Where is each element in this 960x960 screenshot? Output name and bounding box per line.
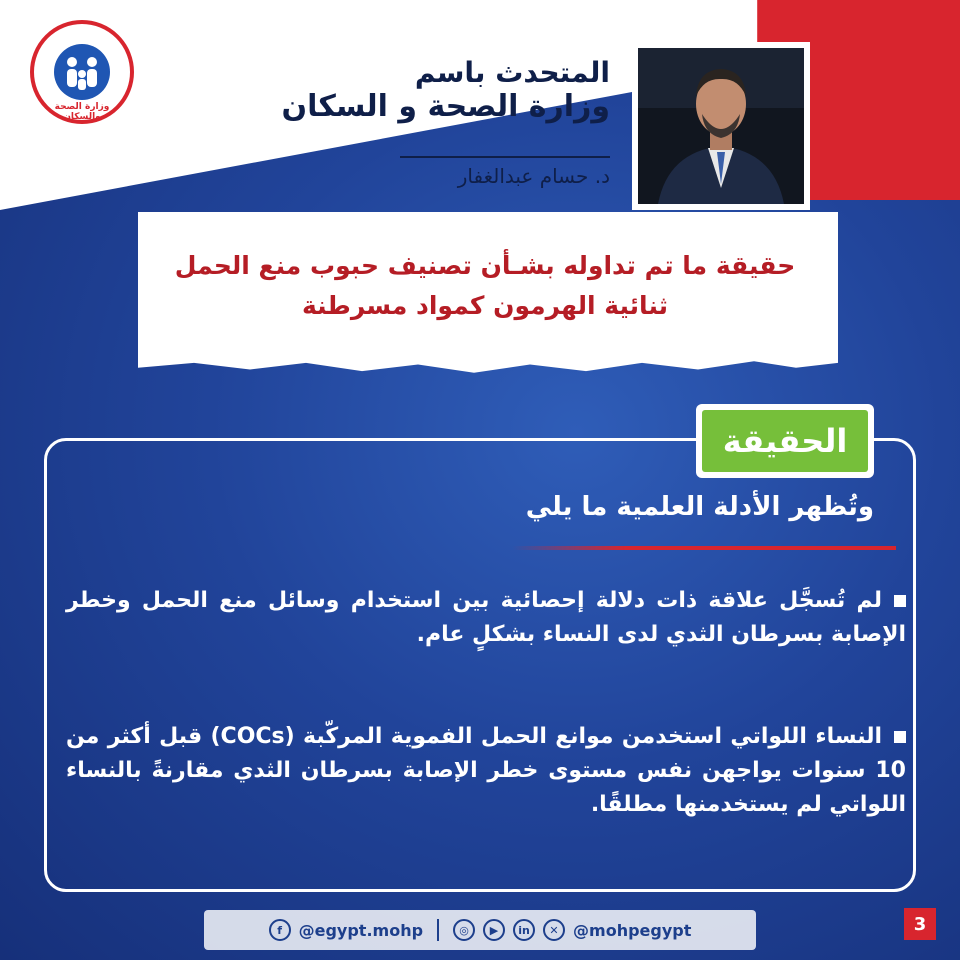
ministry-logo <box>30 20 134 124</box>
spokesperson-title <box>270 56 610 124</box>
bullet-square-icon <box>894 595 906 607</box>
facebook-handle[interactable]: @egypt.mohp <box>298 920 424 940</box>
headline <box>150 246 820 326</box>
page-number: 3 <box>904 908 936 940</box>
spokesperson-photo <box>632 42 810 210</box>
footer-separator <box>437 919 439 941</box>
headline-line2: ثنائية الهرمون كمواد مسرطنة <box>301 291 669 320</box>
facebook-icon[interactable]: f <box>269 919 291 941</box>
family-icon <box>54 44 110 100</box>
social-handle[interactable]: @mohpegypt <box>573 920 692 940</box>
spokesperson-name: د. حسام عبدالغفار <box>457 164 610 188</box>
red-divider <box>512 546 896 550</box>
bullet-item-2 <box>66 720 906 822</box>
spokesperson-line2: وزارة الصحة و السكان <box>281 89 610 125</box>
social-footer <box>204 910 756 950</box>
headline-line1: حقيقة ما تم تداوله بشـأن تصنيف حبوب منع الحمل <box>174 251 796 280</box>
bullet-item-1 <box>66 584 906 652</box>
spokesperson-line1: المتحدث باسم <box>414 56 610 89</box>
linkedin-icon[interactable]: in <box>513 919 535 941</box>
fact-subheading: وتُظهر الأدلة العلمية ما يلي <box>525 492 874 522</box>
spokesperson-divider <box>400 156 610 158</box>
fact-tag-label: الحقيقة <box>702 410 868 472</box>
logo-text: وزارة الصحة والسكان <box>54 102 110 122</box>
bullet-text-2: النساء اللواتي استخدمن موانع الحمل الفموية المركّبة (COCs) قبل أكثر من 10 سنوات يواجهن نفس مستوى خطر الإصابة بسرطان الثدي مقارنةً بالنساء اللواتي لم يستخدمنها مطلقًا. <box>66 724 906 818</box>
x-icon[interactable]: ✕ <box>543 919 565 941</box>
instagram-icon[interactable]: ◎ <box>453 919 475 941</box>
bullet-text-1: لم تُسجَّل علاقة ذات دلالة إحصائية بين استخدام وسائل منع الحمل وخطر الإصابة بسرطان الثدي لدى النساء بشكلٍ عام. <box>66 588 906 648</box>
bullet-square-icon <box>894 731 906 743</box>
fact-tag <box>696 404 874 478</box>
youtube-icon[interactable]: ▶ <box>483 919 505 941</box>
